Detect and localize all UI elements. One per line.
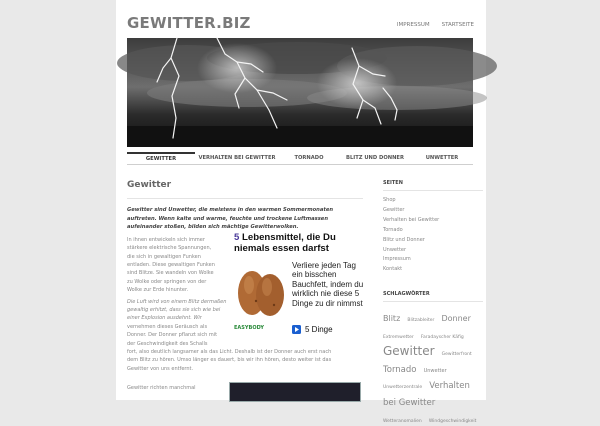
paragraph-line: die sich in gewaltigen Funken <box>127 253 201 260</box>
paragraph-line: Gewitter richten manchmal <box>127 385 196 392</box>
tag-link[interactable]: Donner <box>441 314 471 324</box>
ad-potato-image[interactable] <box>234 261 288 323</box>
sidebar-tags-heading: SCHLAGWÖRTER <box>383 291 483 302</box>
ad-brand-logo: EASYBODY <box>234 325 264 331</box>
page-title: Gewitter <box>127 180 363 199</box>
tag-link[interactable]: Faradayscher Käfig <box>420 335 464 341</box>
top-nav <box>397 22 474 28</box>
ad-title[interactable] <box>234 233 362 254</box>
header-storm-image <box>127 38 473 147</box>
paragraph-line: sind Blitze. Sie wandeln von Wolke <box>127 270 214 277</box>
main-content <box>127 180 363 393</box>
tag-link[interactable]: Unwetter <box>423 367 447 374</box>
paragraph-line: Wolke zur Erde hinunter. <box>127 287 189 294</box>
page-container <box>116 0 486 425</box>
main-nav <box>127 152 473 165</box>
tag-link[interactable]: Gewitterfront <box>441 351 472 357</box>
top-nav-startseite[interactable]: STARTSEITE <box>441 22 474 28</box>
sidebar-pages-list <box>383 196 483 275</box>
sidebar-item-shop[interactable]: Shop <box>383 197 396 203</box>
tag-link[interactable]: Unwetterzentrale <box>383 385 423 391</box>
sidebar <box>383 180 483 426</box>
paragraph-line: Gewitter von uns entfernt. <box>127 365 194 372</box>
sidebar-item-unwetter[interactable]: Unwetter <box>383 246 407 253</box>
site-title[interactable]: GEWITTER.BIZ <box>127 14 251 32</box>
sidebar-item-blitz-und-donner[interactable]: Blitz und Donner <box>383 236 425 243</box>
tag-link[interactable]: Verhalten bei Gewitter <box>383 381 470 409</box>
paragraph-line: zu Wolke oder springen von der <box>127 278 207 285</box>
ad-link[interactable] <box>292 325 333 334</box>
sidebar-item-gewitter[interactable]: Gewitter <box>383 206 405 213</box>
main-nav-verhalten-bei-gewitter[interactable]: VERHALTEN BEI GEWITTER <box>198 155 276 161</box>
paragraph-line: fort, also deutlich langsamer als das Licht. Deshalb ist der Donner auch erst nach <box>127 349 332 356</box>
paragraph-line: vernehmen dieses Geräusch als <box>127 323 208 330</box>
tag-link[interactable]: Tornado <box>383 364 417 375</box>
tag-link[interactable]: Blitz <box>383 314 401 324</box>
sidebar-item-tornado[interactable]: Tornado <box>383 226 403 233</box>
paragraph-line: einer Explosion ausdehnt. Wir <box>127 315 202 322</box>
tag-link[interactable]: Extremwetter <box>383 335 414 341</box>
main-nav-tornado[interactable]: TORNADO <box>294 155 324 161</box>
ad-link-label: 5 Dinge <box>305 325 333 334</box>
sidebar-pages-heading: SEITEN <box>383 180 483 191</box>
sidebar-item-impressum[interactable]: Impressum <box>383 256 411 263</box>
tag-cloud <box>383 308 483 426</box>
main-nav-gewitter[interactable]: GEWITTER <box>127 152 195 164</box>
paragraph-line: entladen. Diese gewaltigen Funken <box>127 262 215 268</box>
sidebar-item-kontakt[interactable]: Kontakt <box>383 266 403 273</box>
paragraph-line: dem Blitz zu hören. Umso länger es dauert, bis wir ihn hören, desto weiter ist das <box>127 357 332 364</box>
video-thumbnail[interactable] <box>229 382 361 402</box>
paragraph-line: stärkere elektrische Spannungen, <box>127 245 212 252</box>
top-nav-impressum[interactable]: IMPRESSUM <box>396 22 430 28</box>
main-nav-unwetter[interactable]: UNWETTER <box>425 155 459 161</box>
ad-text[interactable]: Verliere jeden Tag ein bisschen Bauchfett, indem du wirklich nie diese 5 Dinge zu dir nimmst <box>292 261 364 308</box>
sidebar-item-verhalten-bei-gewitter[interactable]: Verhalten bei Gewitter <box>383 216 440 223</box>
play-arrow-icon <box>292 325 301 334</box>
intro-paragraph: Gewitter sind Unwetter, die meistens in den warmen Sommermonaten auftreten. Wenn kalte und warme, feuchte und trockene Luftmassen aufeinander stoßen, bilden sich mächtige Gewitterwolken. <box>127 207 334 231</box>
ad-title-number: 5 <box>234 232 240 243</box>
paragraph-line: In ihnen entwickeln sich immer <box>127 236 205 243</box>
advertisement[interactable] <box>234 233 362 345</box>
tag-link[interactable]: Gewitter <box>383 343 435 358</box>
paragraph-line: gewaltig erhitzt, dass sie sich wie bei <box>127 307 221 314</box>
tag-link[interactable]: Blitzableiter <box>407 318 435 324</box>
paragraph-line: der Geschwindigkeit des Schalls <box>127 340 208 347</box>
main-nav-blitz-und-donner[interactable]: BLITZ UND DONNER <box>346 155 404 161</box>
ad-title-text: Lebensmittel, die Du niemals essen darfst <box>234 232 336 254</box>
lightning-storm-illustration <box>127 38 473 147</box>
paragraph-line: Donner. Der Donner pflanzt sich mit <box>127 332 218 339</box>
paragraph-line: Die Luft wird von einem Blitz dermaßen <box>127 298 227 305</box>
tag-link[interactable]: Windgeschwindigkeit <box>428 419 477 425</box>
tag-link[interactable]: Wetteranomalien <box>383 419 422 425</box>
